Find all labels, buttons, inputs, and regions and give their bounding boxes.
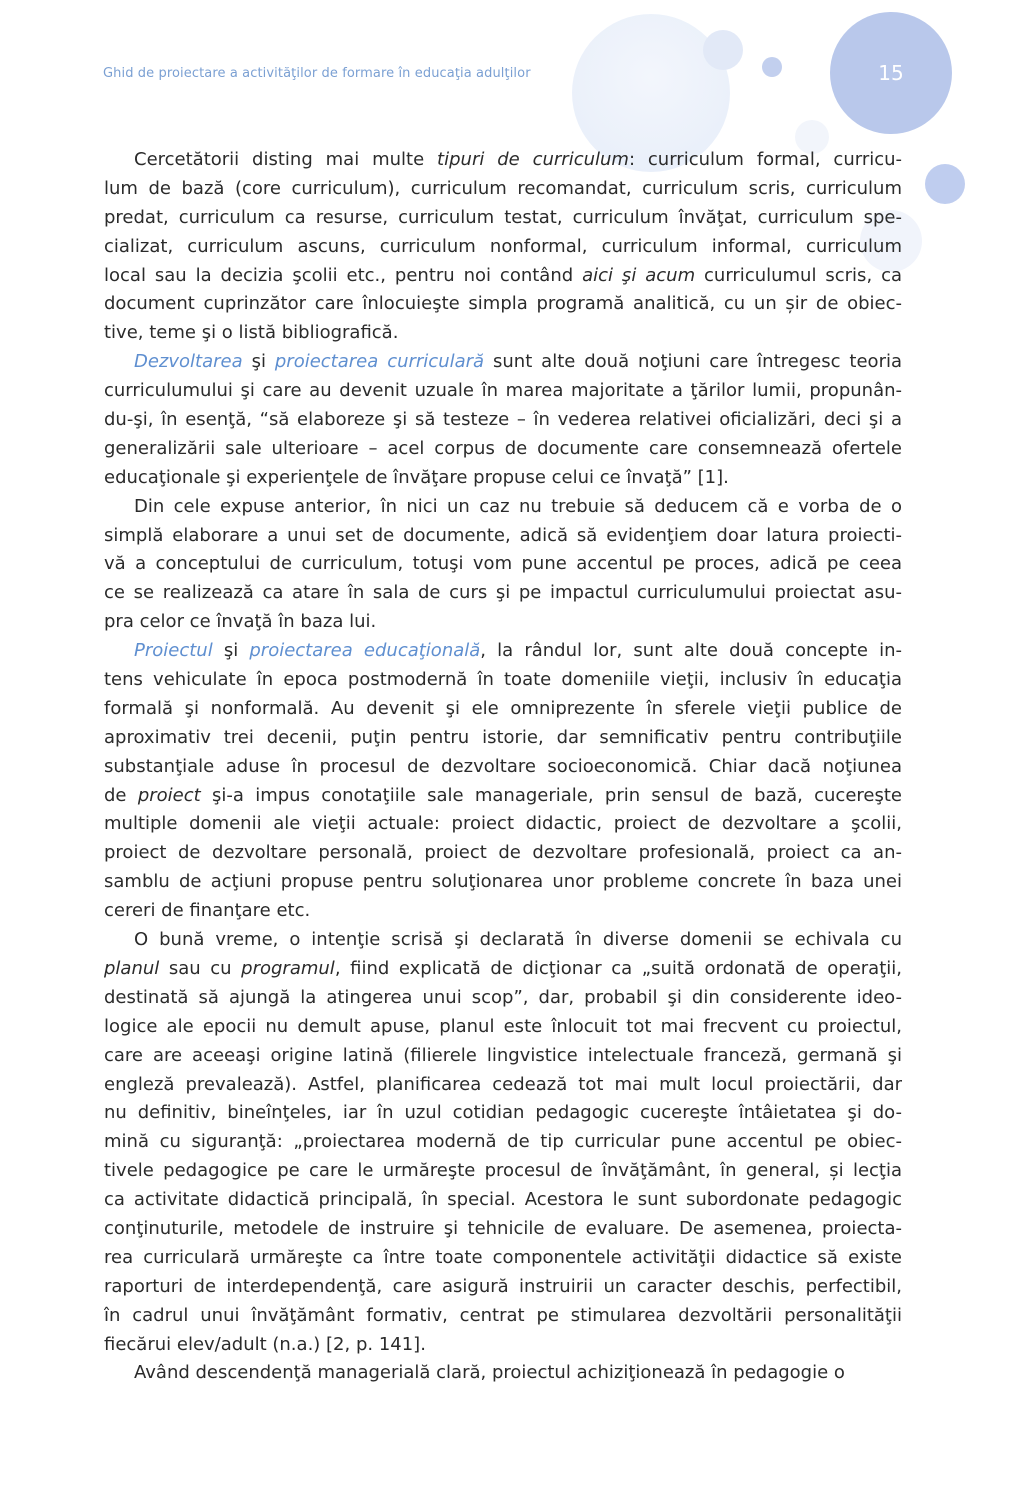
text-run: cializat, curriculum ascuns, curriculum nonformal, curriculum informal, curriculum — [104, 235, 902, 257]
italic-text: proiect — [137, 784, 201, 806]
text-line — [104, 262, 902, 291]
highlighted-term: Proiectul — [134, 640, 213, 662]
text-line — [104, 319, 902, 348]
text-line — [104, 753, 902, 782]
text-line — [104, 955, 902, 984]
paragraph — [104, 493, 902, 637]
text-run: logice ale epocii nu demult apuse, planul este înlocuit tot mai frecvent cu proiectul, — [104, 1015, 902, 1037]
text-run: proiect de dezvoltare personală, proiect de dezvoltare profesională, proiect ca an- — [104, 842, 902, 864]
italic-text: planul — [104, 957, 160, 979]
text-line — [104, 348, 902, 377]
text-run: engleză prevalează). Astfel, planificarea cedează tot mai mult locul proiectării, dar — [104, 1073, 902, 1095]
text-run: şi — [212, 640, 250, 662]
text-line — [104, 464, 902, 493]
text-run: şi-a impus conotaţiile sale manageriale, prin sensul de bază, cucereşte — [200, 784, 902, 806]
text-run: conţinuturile, metodele de instruire şi tehnicile de evaluare. De asemenea, proiecta- — [104, 1217, 902, 1239]
italic-text: tipuri de curriculum — [437, 149, 629, 170]
text-run: şi — [242, 351, 275, 373]
text-line — [104, 984, 902, 1013]
text-run: sunt alte două noţiuni care întregesc teoria — [484, 351, 902, 373]
text-line — [104, 1273, 902, 1302]
italic-text: aici şi acum — [582, 264, 696, 286]
text-line — [104, 493, 902, 522]
text-line — [104, 637, 902, 666]
text-line — [104, 1042, 902, 1071]
running-head-title: Ghid de proiectare a activităţilor de formare în educaţia adulţilor — [103, 66, 531, 81]
text-run: substanţiale aduse în procesul de dezvoltare socioeconomică. Chiar dacă noţiunea — [104, 755, 902, 777]
text-line — [104, 377, 902, 406]
text-line — [104, 146, 902, 175]
text-run: fiecărui elev/adult (n.a.) [2, p. 141]. — [104, 1333, 426, 1355]
text-line — [104, 839, 902, 868]
text-line — [104, 608, 902, 637]
text-run: lum de bază (core curriculum), curriculum recomandat, curriculum scris, curriculum — [104, 177, 902, 199]
text-line — [104, 435, 902, 464]
text-line — [104, 522, 902, 551]
text-run: , la rândul lor, sunt alte două concepte in- — [480, 640, 902, 662]
text-run: în cadrul unui învăţământ formativ, centrat pe stimularea dezvoltării personalităţii — [104, 1304, 902, 1326]
paragraph — [104, 926, 902, 1359]
text-run: tive, teme şi o listă bibliografică. — [104, 322, 399, 344]
text-run: educaţionale şi experienţele de învăţare propuse celui ce învaţă” [1]. — [104, 466, 729, 488]
text-line — [104, 724, 902, 753]
text-run: Cercetătorii disting mai multe — [134, 149, 438, 170]
text-run: rea curriculară urmăreşte ca între toate componentele activităţii didactice să existe — [104, 1246, 902, 1268]
text-run: care are aceeaşi origine latină (filierele lingvistice intelectuale franceză, germană şi — [104, 1044, 902, 1066]
text-run: Din cele expuse anterior, în nici un caz nu trebuie să deducem că e vorba de o — [134, 495, 902, 517]
text-line — [104, 1128, 902, 1157]
text-run: formală şi nonformală. Au devenit şi ele omniprezente în sferele vieţii publice de — [104, 697, 902, 719]
text-line — [104, 1071, 902, 1100]
text-run: destinată să ajungă la atingerea unui scop”, dar, probabil şi din considerente ideo- — [104, 986, 902, 1008]
paragraph — [104, 637, 902, 926]
text-line — [104, 1099, 902, 1128]
text-run: ce se realizează ca atare în sala de curs şi pe impactul curriculumului proiectat asu- — [104, 582, 902, 604]
text-line — [104, 233, 902, 262]
decorative-small-circle — [703, 30, 743, 70]
text-run: de — [104, 784, 138, 806]
highlighted-term: proiectarea educaţională — [249, 640, 481, 662]
text-line — [104, 810, 902, 839]
text-line — [104, 1359, 902, 1388]
text-run: Având descendenţă managerială clară, proiectul achiziţionează în pedagogie o — [134, 1362, 845, 1384]
italic-text: programul — [241, 957, 335, 979]
text-line — [104, 406, 902, 435]
text-line — [104, 1013, 902, 1042]
text-line — [104, 550, 902, 579]
text-run: pra celor ce învaţă în baza lui. — [104, 611, 377, 633]
text-run: : curriculum formal, curricu- — [628, 149, 902, 170]
highlighted-term: proiectarea curriculară — [274, 351, 485, 373]
page-number: 15 — [878, 61, 904, 85]
text-run: nu definitiv, bineînţeles, iar în uzul cotidian pedagogic cucereşte întâietatea şi do- — [104, 1102, 902, 1124]
text-line — [104, 1302, 902, 1331]
paragraph — [104, 1359, 902, 1388]
text-run: tens vehiculate în epoca postmodernă în toate domeniile vieţii, inclusiv în educaţia — [104, 669, 902, 691]
text-line — [104, 204, 902, 233]
paragraph — [104, 348, 902, 492]
text-line — [104, 897, 902, 926]
body-text — [104, 146, 902, 1388]
text-line — [104, 868, 902, 897]
text-run: multiple domenii ale vieţii actuale: proiect didactic, proiect de dezvoltare a şcolii, — [104, 813, 902, 835]
text-run: O bună vreme, o intenţie scrisă şi declarată în diverse domenii se echivala cu — [134, 929, 902, 951]
text-line — [104, 695, 902, 724]
text-run: tivele pedagogice pe care le urmăreşte procesul de învăţământ, în general, și lecţia — [104, 1160, 902, 1182]
text-line — [104, 1215, 902, 1244]
text-line — [104, 926, 902, 955]
text-line — [104, 666, 902, 695]
text-run: document cuprinzător care înlocuieşte simpla programă analitică, cu un șir de obiec- — [104, 293, 902, 315]
text-run: raporturi de interdependenţă, care asigură instruirii un caracter deschis, perfectibil, — [104, 1275, 902, 1297]
text-line — [104, 1186, 902, 1215]
text-line — [104, 175, 902, 204]
text-run: samblu de acţiuni propuse pentru soluţionarea unor probleme concrete în baza unei — [104, 871, 902, 893]
highlighted-term: Dezvoltarea — [134, 351, 243, 373]
text-line — [104, 1244, 902, 1273]
text-line — [104, 579, 902, 608]
text-line — [104, 782, 902, 811]
text-run: predat, curriculum ca resurse, curriculum testat, curriculum învăţat, curriculum spe- — [104, 206, 902, 228]
text-run: sau cu — [159, 957, 242, 979]
text-run: local sau la decizia şcolii etc., pentru noi contând — [104, 264, 583, 286]
decorative-right-circle — [925, 164, 965, 204]
text-run: , fiind explicată de dicţionar ca „suită ordonată de operaţii, — [334, 957, 902, 979]
text-line — [104, 1157, 902, 1186]
text-run: aproximativ trei decenii, puţin pentru istorie, dar semnificativ pentru contribuţiile — [104, 726, 902, 748]
text-run: curriculumului şi care au devenit uzuale în marea majoritate a ţărilor lumii, propunân- — [104, 380, 902, 402]
text-run: generalizării sale ulterioare – acel corpus de documente care consemnează ofertele — [104, 437, 902, 459]
text-run: cereri de finanţare etc. — [104, 900, 311, 922]
text-line — [104, 1331, 902, 1360]
text-run: simplă elaborare a unui set de documente, adică să evidenţiem doar latura proiecti- — [104, 524, 902, 546]
decorative-dot-circle — [762, 57, 782, 77]
text-run: ca activitate didactică principală, în special. Acestora le sunt subordonate pedagogic — [104, 1189, 902, 1211]
text-run: vă a conceptului de curriculum, totuşi vom pune accentul pe proces, adică pe ceea — [104, 553, 902, 575]
text-run: du-şi, în esenţă, “să elaboreze şi să testeze – în vederea relativei oficializări, deci şi a — [104, 409, 902, 431]
text-run: curriculumul scris, ca — [695, 264, 902, 286]
text-run: mină cu siguranţă: „proiectarea modernă de tip curricular pune accentul pe obiec- — [104, 1131, 902, 1153]
paragraph — [104, 146, 902, 348]
text-line — [104, 290, 902, 319]
